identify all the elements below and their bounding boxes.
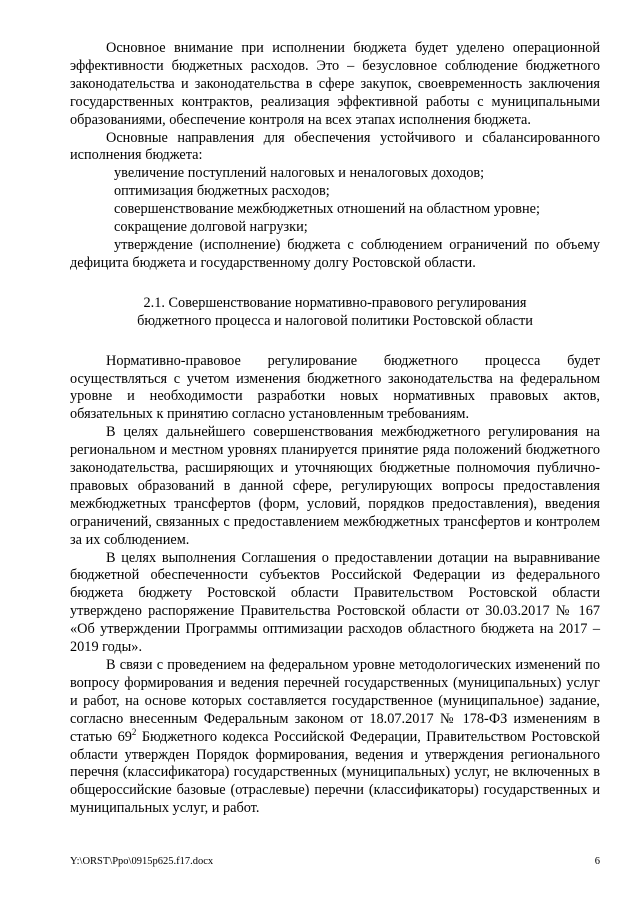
intro-paragraph-1: Основное внимание при исполнении бюджета будет уделено операционной эффективности бюджетных расходов. Это – безусловное соблюдение бюджетного законодательства и законодательства в сфере закупок, своевременность заключения государственных контрактов, реализация эффективной работы с муниципальными образованиями, обеспечение контроля на всех этапах исполнения бюджета.	[70, 40, 600, 128]
section-heading	[70, 295, 600, 331]
section-paragraph-1: Нормативно-правовое регулирование бюджетного процесса будет осуществляться с учетом изменения бюджетного законодательства на федеральном уровне и необходимости разработки новых нормативных правовых актов, обязательных к принятию согласно установленным требованиям.	[70, 352, 600, 423]
list-item: оптимизация бюджетных расходов;	[114, 183, 330, 200]
paragraph-text: Бюджетного кодекса Российской Федерации, Правительством Ростовской области утвержден Порядок формирования, ведения и утверждения регионального перечня (классификатора) государственных (муниципальных) услуг, не включенных в общероссийские базовые (отраслевые) перечни (классификаторы) государственных и муниципальных услуг, и работ.	[70, 728, 600, 817]
document-page	[70, 40, 600, 818]
section-paragraph-4	[70, 657, 600, 818]
list-item: утверждение (исполнение) бюджета с соблюдением ограничений по объему дефицита бюджета и государственному долгу Ростовской области.	[70, 236, 600, 271]
section-paragraph-3: В целях выполнения Соглашения о предоставлении дотации на выравнивание бюджетной обеспеченности субъектов Российской Федерации из федерального бюджета бюджету Ростовской области Правительством Ростовской области утверждено распоряжение Правительства Ростовской области от 30.03.2017 № 167 «Об утверждении Программы оптимизации расходов областного бюджета на 2017 – 2019 годы».	[70, 549, 600, 656]
list-item: совершенствование межбюджетных отношений на областном уровне;	[114, 201, 540, 218]
list-item: увеличение поступлений налоговых и неналоговых доходов;	[114, 165, 485, 182]
paragraph-text: В связи с проведением на федеральном уровне методологических изменений по вопросу формирования и ведения перечней государственных (муниципальных) услуг и работ, на основе которых составляется государственное (муниципальное) задание, согласно внесенным Федеральным законом от 18.07.2017 № 178-ФЗ изменениям в статью 69	[70, 657, 600, 745]
section-paragraph-2: В целях дальнейшего совершенствования межбюджетного регулирования на региональном и местном уровнях планируется принятие ряда положений бюджетного законодательства, расширяющих и уточняющих бюджетные полномочия публично-правовых образований в данной сфере, регулирующих вопросы предоставления межбюджетных трансфертов (форм, условий, порядков предоставления), введения ограничений, связанных с предоставлением межбюджетных трансфертов и контролем за их соблюдением.	[70, 424, 600, 548]
intro-paragraph-2: Основные направления для обеспечения устойчивого и сбалансированного исполнения бюджета:	[70, 129, 600, 164]
list-item: сокращение долговой нагрузки;	[114, 219, 308, 236]
page-number: 6	[594, 856, 600, 867]
superscript: 2	[131, 726, 137, 737]
directions-list	[70, 165, 600, 272]
section-heading-line-1: 2.1. Совершенствование нормативно-правового регулирования	[143, 294, 527, 311]
section-heading-line-2: бюджетного процесса и налоговой политики Ростовской области	[137, 312, 533, 329]
file-path: Y:\ORST\Ppo\0915p625.f17.docx	[70, 856, 214, 867]
